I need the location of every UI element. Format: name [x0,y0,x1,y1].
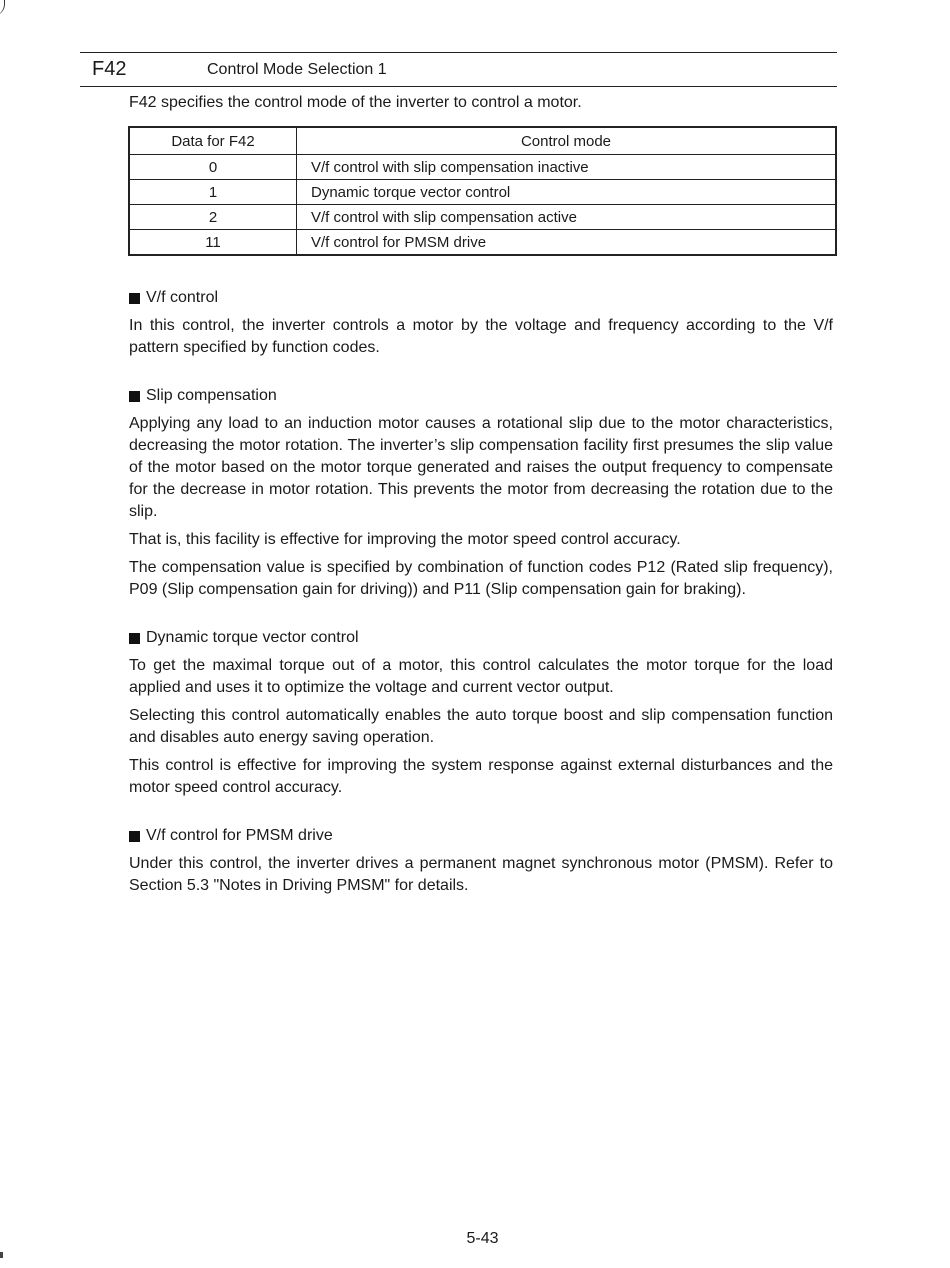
section-heading-text: V/f control [146,289,219,306]
section-heading-text: Slip compensation [146,387,277,404]
control-mode-cell: V/f control with slip compensation active [297,205,837,230]
paragraph: This control is effective for improving the system response against external disturbances and the motor speed control accuracy. [129,757,833,796]
paragraph: Under this control, the inverter drives a permanent magnet synchronous motor (PMSM). Refer to Section 5.3 "Notes in Driving PMSM" for details. [129,855,833,894]
square-bullet-icon [129,391,140,402]
control-mode-table [128,126,837,256]
paragraph: In this control, the inverter controls a motor by the voltage and frequency according to the V/f pattern specified by function codes. [129,317,833,356]
section-heading [129,825,833,847]
control-mode-cell: Dynamic torque vector control [297,180,837,205]
data-value-cell: 1 [129,180,297,205]
square-bullet-icon [129,633,140,644]
section-heading [129,385,833,407]
paragraph: That is, this facility is effective for improving the motor speed control accuracy. [129,531,681,548]
column-header-mode: Control mode [297,127,837,155]
control-mode-cell: V/f control with slip compensation inactive [297,155,837,180]
square-bullet-icon [129,831,140,842]
column-header-data: Data for F42 [129,127,297,155]
page-edge-mark [0,0,5,16]
page-number: 5-43 [466,1230,499,1247]
table-row [129,230,836,256]
intro-text: F42 specifies the control mode of the inverter to control a motor. [129,94,582,111]
section-heading-text: V/f control for PMSM drive [146,827,333,844]
paragraph: The compensation value is specified by combination of function codes P12 (Rated slip frequency), P09 (Slip compensation gain for driving)) and P11 (Slip compensation gain for braking). [129,559,833,598]
data-value-cell: 11 [129,230,297,256]
function-title: Control Mode Selection 1 [207,61,387,78]
data-value-cell: 2 [129,205,297,230]
function-code-header [80,52,837,87]
square-bullet-icon [129,293,140,304]
paragraph: To get the maximal torque out of a motor, this control calculates the motor torque for the load applied and uses it to optimize the voltage and current vector output. [129,657,833,696]
control-mode-cell: V/f control for PMSM drive [297,230,837,256]
section-heading-text: Dynamic torque vector control [146,629,359,646]
table-header-row [129,127,836,155]
paragraph: Selecting this control automatically enables the auto torque boost and slip compensation function and disables auto energy saving operation. [129,707,833,746]
section-heading [129,287,833,309]
table-row [129,180,836,205]
table-row [129,205,836,230]
paragraph: Applying any load to an induction motor causes a rotational slip due to the motor characteristics, decreasing the motor rotation. The inverter’s slip compensation facility first presumes the slip value of the motor based on the motor torque generated and raises the output frequency to compensate for the decrease in motor rotation. This prevents the motor from decreasing the rotation due to the slip. [129,415,833,520]
body-content [129,287,833,903]
section-heading [129,627,833,649]
data-value-cell: 0 [129,155,297,180]
function-code: F42 [92,58,127,80]
page-edge-dot [0,1252,3,1258]
table-row [129,155,836,180]
